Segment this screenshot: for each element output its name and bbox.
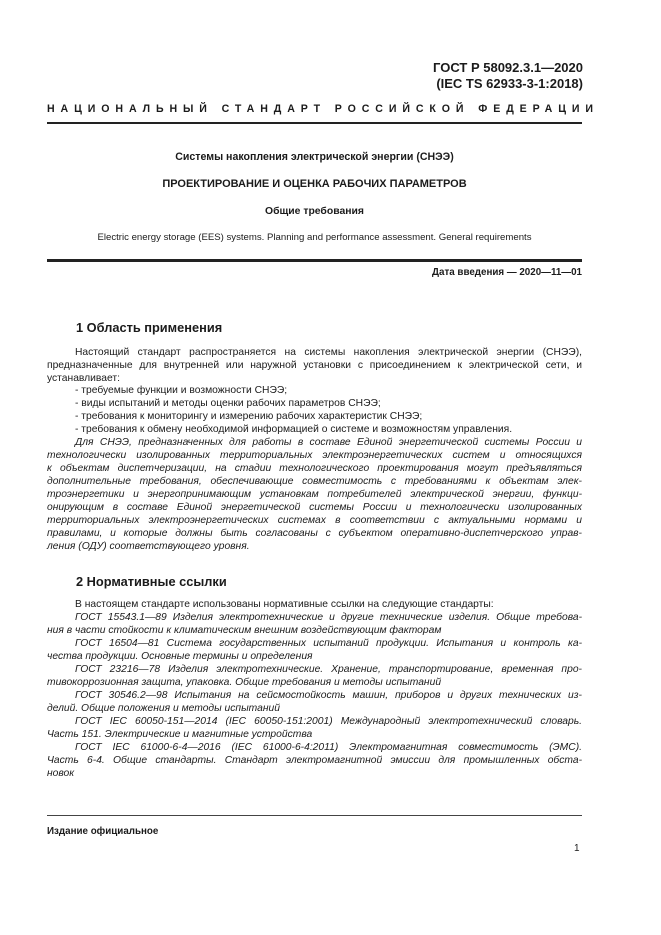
section-1-intro	[47, 346, 582, 385]
iec-code: (IEC TS 62933-3-1:2018)	[436, 76, 583, 91]
top-divider	[47, 122, 582, 124]
text-line: Для СНЭЭ, предназначенных для работы в составе Единой энергетической системы России и	[75, 437, 582, 448]
text-line: дополнительные требования, обеспечивающие совместимость с требованиями к объектам элек-	[47, 476, 582, 487]
text-line: предназначенные для внутренней или наружной установки с присоединением к электрической сети, и	[47, 360, 582, 371]
page-number: 1	[574, 843, 580, 854]
standard-code-block	[433, 60, 583, 92]
footer-divider	[47, 815, 582, 816]
edition-label: Издание официальное	[47, 826, 159, 837]
list-item: - требования к мониторингу и измерению рабочих характеристик СНЭЭ;	[75, 411, 423, 422]
reference-line: новок	[47, 768, 75, 779]
text-line: к объектам диспетчеризации, на стадии технологического проектирования могут предъявляться	[47, 463, 582, 474]
scope-list	[75, 384, 512, 436]
reference-line: делий. Общие положения и методы испытаний	[47, 703, 280, 714]
list-item: - требования к обмену необходимой информацией о системе и возможностям управления.	[75, 424, 513, 435]
english-title: Electric energy storage (EES) systems. Planning and performance assessment. General requirements	[97, 232, 532, 243]
system-title: Системы накопления электрической энергии (СНЭЭ)	[175, 151, 454, 163]
text-line: В настоящем стандарте использованы нормативные ссылки на следующие стандарты:	[75, 599, 494, 610]
text-line: устанавливает:	[47, 373, 120, 384]
section-1-italic-note	[47, 436, 582, 553]
text-line: ления (ОДУ) соответствующего уровня.	[47, 541, 250, 552]
introduction-date: Дата введения — 2020—11—01	[432, 267, 582, 278]
reference-line: ГОСТ 16504—81 Система государственных испытаний продукции. Испытания и контроль ка-	[75, 638, 582, 649]
title-divider	[47, 259, 582, 262]
section-2-body	[47, 598, 582, 780]
text-line: онирующим в составе Единой энергетической системы России и технологически изолированных	[47, 502, 582, 513]
section-2-heading: 2 Нормативные ссылки	[76, 574, 227, 589]
list-item: - требуемые функции и возможности СНЭЭ;	[75, 385, 288, 396]
standard-code: ГОСТ Р 58092.3.1—2020	[433, 60, 583, 75]
national-standard-banner: НАЦИОНАЛЬНЫЙ СТАНДАРТ РОССИЙСКОЙ ФЕДЕРАЦИИ	[47, 103, 599, 115]
reference-line: ГОСТ IEC 60050-151—2014 (IEC 60050-151:2001) Международный электротехнический словарь.	[75, 716, 582, 727]
reference-line: Часть 6-4. Общие стандарты. Стандарт электромагнитной эмиссии для промышленных обста-	[47, 755, 582, 766]
reference-line: тивокоррозионная защита, упаковка. Общие требования и методы испытаний	[47, 677, 442, 688]
text-line: троэнергетики и энергопринимающим установкам потребителей электрической энергии, функци-	[47, 489, 582, 500]
reference-line: ГОСТ 15543.1—89 Изделия электротехнические и другие технические изделия. Общие требова-	[75, 612, 582, 623]
reference-line: ния в части стойкости к климатическим внешним воздействующим факторам	[47, 625, 442, 636]
reference-line: ГОСТ 23216—78 Изделия электротехнические. Хранение, транспортирование, временная про-	[75, 664, 582, 675]
sub-title: Общие требования	[265, 206, 364, 217]
reference-line: чества продукции. Основные термины и определения	[47, 651, 313, 662]
reference-line: Часть 151. Электрические и магнитные устройства	[47, 729, 313, 740]
reference-line: ГОСТ IEC 61000-6-4—2016 (IEC 61000-6-4:2011) Электромагнитная совместимость (ЭМС).	[75, 742, 582, 753]
text-line: территориальных электроэнергетических системах в соответствии с актуальными нормами и	[47, 515, 582, 526]
main-title: ПРОЕКТИРОВАНИЕ И ОЦЕНКА РАБОЧИХ ПАРАМЕТРОВ	[162, 178, 467, 190]
text-line: правилами, и которые должны быть согласованы с субъектом оперативно-диспетчерского управ-	[47, 528, 582, 539]
text-line: Настоящий стандарт распространяется на системы накопления электрической энергии (СНЭЭ),	[75, 347, 582, 358]
section-1-heading: 1 Область применения	[76, 320, 223, 335]
text-line: технологически изолированных территориальных электроэнергетических систем и относящихся	[47, 450, 582, 461]
list-item: - виды испытаний и методы оценки рабочих параметров СНЭЭ;	[75, 398, 381, 409]
reference-line: ГОСТ 30546.2—98 Испытания на сейсмостойкость машин, приборов и других технических из-	[75, 690, 582, 701]
